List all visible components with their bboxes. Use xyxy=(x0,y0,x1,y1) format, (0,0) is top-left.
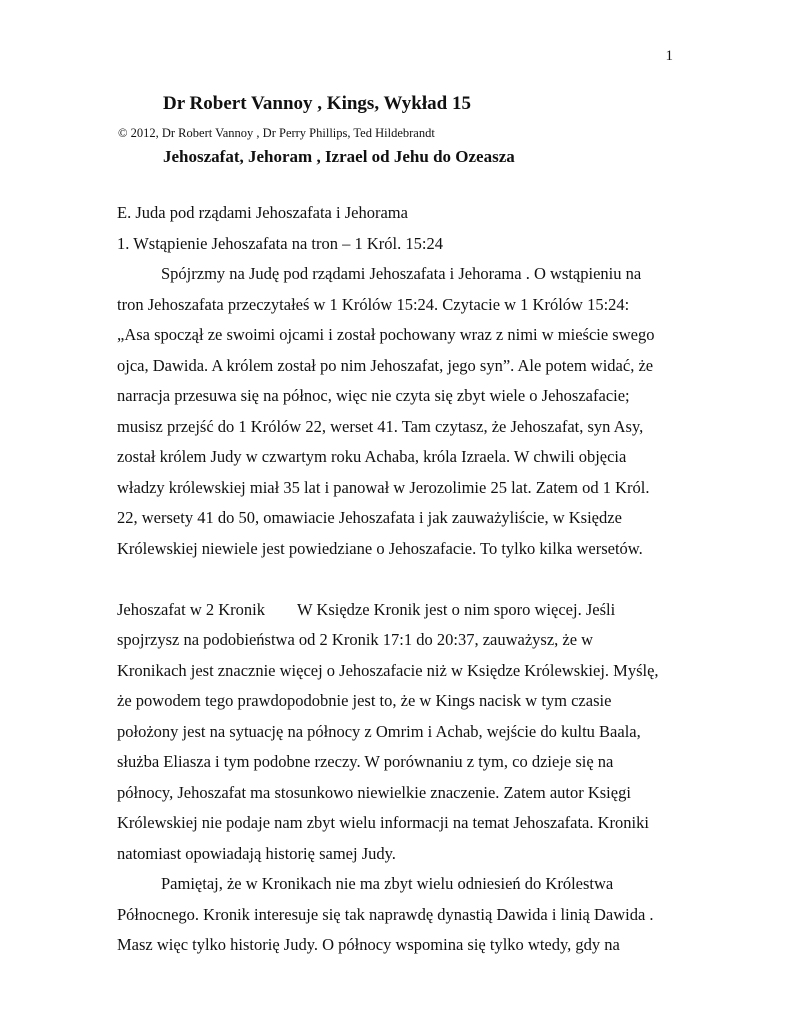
paragraph-2-first-text: W Księdze Kronik jest o nim sporo więcej. Jeśli xyxy=(297,599,616,619)
page-number: 1 xyxy=(665,48,673,64)
paragraph-gap xyxy=(117,564,687,595)
paragraph-1-line: władzy królewskiej miał 35 lat i panował w Jerozolimie 25 lat. Zatem od 1 Król. xyxy=(117,477,650,497)
paragraph-1-line: Królewskiej niewiele jest powiedziane o Jehoszafacie. To tylko kilka wersetów. xyxy=(117,538,643,558)
lecture-title: Dr Robert Vannoy , Kings, Wykład 15 xyxy=(163,93,471,114)
paragraph-2-first-line xyxy=(117,595,687,626)
paragraph-1-line: ojca, Dawida. A królem został po nim Jehoszafat, jego syn”. Ale potem widać, że xyxy=(117,355,654,375)
document-body xyxy=(117,198,687,961)
copyright-line: © 2012, Dr Robert Vannoy , Dr Perry Phillips, Ted Hildebrandt xyxy=(118,126,435,140)
section-heading: E. Juda pod rządami Jehoszafata i Jehorama xyxy=(117,203,408,222)
paragraph-3-line: Masz więc tylko historię Judy. O północy wspomina się tylko wtedy, gdy na xyxy=(117,935,620,954)
paragraph-2-line: położony jest na sytuację na północy z Omrim i Achab, wejście do kultu Baala, xyxy=(117,721,641,741)
paragraph-1-line: Spójrzmy na Judę pod rządami Jehoszafata i Jehorama . O wstąpieniu na xyxy=(161,264,642,283)
inline-heading: Jehoszafat w 2 Kronik xyxy=(117,599,266,619)
paragraph-2-line: natomiast opowiadają historię samej Judy. xyxy=(117,843,396,863)
subsection-heading: 1. Wstąpienie Jehoszafata na tron – 1 Król. 15:24 xyxy=(117,233,443,253)
paragraph-1-line: został królem Judy w czwartym roku Achaba, króla Izraela. W chwili objęcia xyxy=(117,447,627,466)
paragraph-2-line: Królewskiej nie podaje nam zbyt wielu informacji na temat Jehoszafata. Kroniki xyxy=(117,813,649,832)
paragraph-1-line: musisz przejść do 1 Królów 22, werset 41. Tam czytasz, że Jehoszafat, syn Asy, xyxy=(117,416,644,436)
paragraph-2-line: Kronikach jest znacznie więcej o Jehoszafacie niż w Księdze Królewskiej. Myślę, xyxy=(117,660,659,680)
paragraph-2-line: spojrzysz na podobieństwa od 2 Kronik 17:1 do 20:37, zauważysz, że w xyxy=(117,630,594,649)
paragraph-1-line: narracja przesuwa się na północ, więc nie czyta się zbyt wiele o Jehoszafacie; xyxy=(117,386,630,405)
paragraph-1-line: 22, wersety 41 do 50, omawiacie Jehoszafata i jak zauważyliście, w Księdze xyxy=(117,508,622,527)
paragraph-3-line: Północnego. Kronik interesuje się tak naprawdę dynastią Dawida i linią Dawida . xyxy=(117,904,654,924)
lecture-subtitle: Jehoszafat, Jehoram , Izrael od Jehu do Ozeasza xyxy=(163,147,515,166)
paragraph-2-line: północy, Jehoszafat ma stosunkowo niewielkie znaczenie. Zatem autor Księgi xyxy=(117,782,631,802)
paragraph-1-line: tron Jehoszafata przeczytałeś w 1 Królów 15:24. Czytacie w 1 Królów 15:24: xyxy=(117,294,630,314)
paragraph-2-line: służba Eliasza i tym podobne rzeczy. W porównaniu z tym, co dzieje się na xyxy=(117,752,614,771)
paragraph-3-line: Pamiętaj, że w Kronikach nie ma zbyt wielu odniesień do Królestwa xyxy=(161,874,614,893)
paragraph-1-line: „Asa spoczął ze swoimi ojcami i został pochowany wraz z nimi w mieście swego xyxy=(117,325,655,344)
paragraph-2-line: że powodem tego prawdopodobnie jest to, że w Kings nacisk w tym czasie xyxy=(117,691,612,710)
